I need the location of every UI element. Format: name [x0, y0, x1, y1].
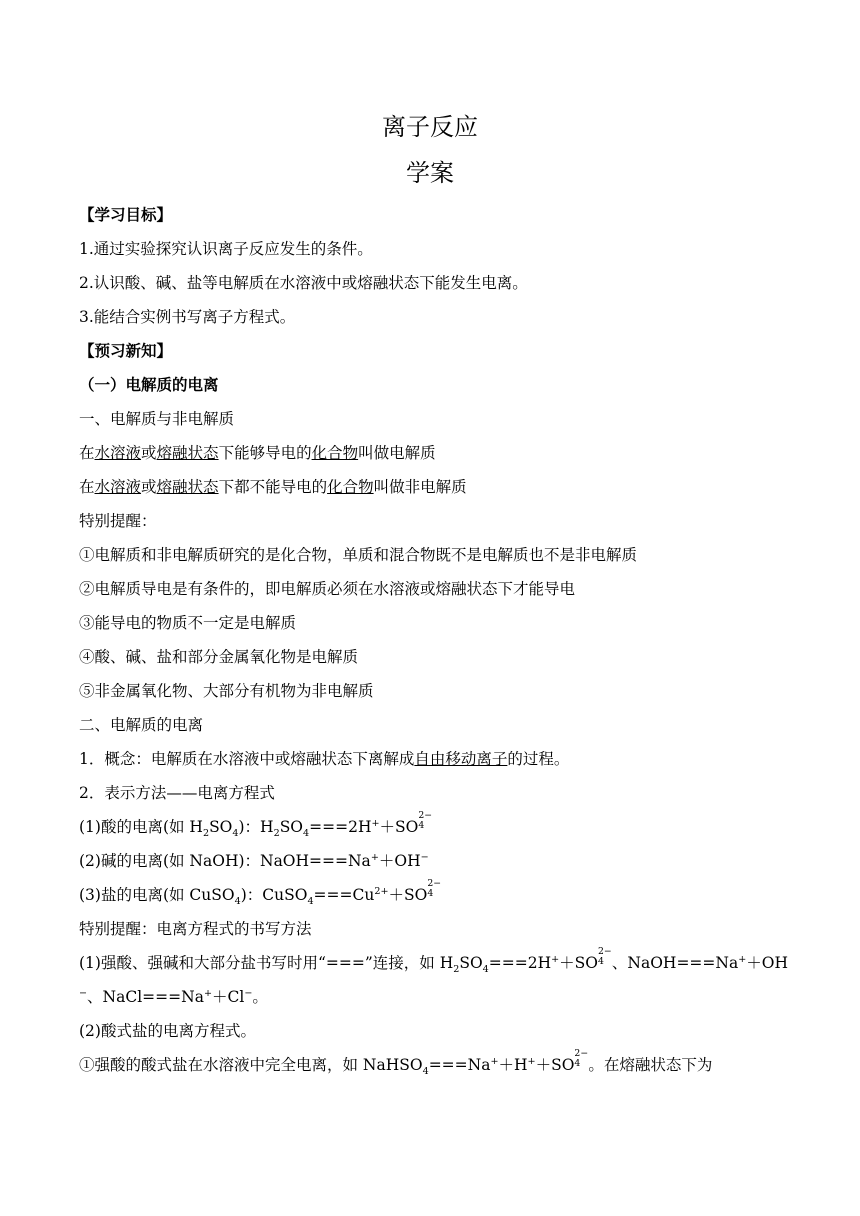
sub1-heading: 一、电解质与非电解质 [79, 410, 235, 428]
def-text: 在 [79, 478, 95, 496]
rule-text: ＋Cl [211, 988, 245, 1006]
eq-subscript: 4 [482, 964, 489, 976]
eq-text: ＋OH [378, 852, 421, 870]
rule-text: 。在熔融状态下为 [588, 1056, 713, 1074]
rule-text: ＋OH [746, 954, 788, 972]
eq-superscript: 2− [574, 1048, 589, 1060]
eq-charge-stack [427, 878, 442, 901]
rule-text: ①强酸的酸式盐在水溶液中完全电离，如 NaHSO [79, 1056, 423, 1074]
eq-text: ===Cu [313, 886, 375, 904]
def-underlined: 化合物 [327, 478, 374, 496]
rule-text: (1)强酸、强碱和大部分盐书写时用“===”连接，如 H [79, 954, 454, 972]
rule-text: ===2H [488, 954, 552, 972]
tip-item: ②电解质导电是有条件的，即电解质必须在水溶液或熔融状态下才能导电 [79, 580, 576, 598]
eq-charge-stack [597, 946, 612, 969]
rule1-continuation [79, 980, 789, 1014]
eq-subscript: 2 [202, 828, 210, 840]
eq-subscript: 4 [418, 819, 425, 831]
eq-subscript: 4 [422, 1066, 429, 1078]
eq-superscript: + [370, 851, 379, 863]
tip-item: ③能导电的物质不一定是电解质 [79, 614, 297, 632]
concept-text: 1．概念：电解质在水溶液中或熔融状态下离解成 [79, 750, 415, 768]
eq-text: (2)碱的电离(如 NaOH)：NaOH===Na [79, 852, 371, 870]
rule-text: ===Na [428, 1056, 491, 1074]
goal-item: 2.认识酸、碱、盐等电解质在水溶液中或熔融状态下能发生电离。 [79, 274, 528, 292]
document-body [79, 198, 789, 1082]
eq-superscript: 2+ [374, 885, 389, 897]
eq-superscript: 2− [418, 810, 433, 822]
eq-subscript: 4 [597, 955, 604, 967]
method-line: 2．表示方法——电离方程式 [79, 784, 275, 802]
eq-superscript: + [490, 1055, 499, 1067]
eq-superscript: − [244, 987, 253, 999]
def-text: 下都不能导电的 [218, 478, 328, 496]
goal-item: 3.能结合实例书写离子方程式。 [79, 308, 296, 326]
def-underlined: 化合物 [311, 444, 359, 462]
eq-subscript: 2 [453, 964, 460, 976]
def-underlined: 熔融状态 [156, 444, 219, 462]
eq-subscript: 4 [303, 828, 310, 840]
tip-item: ①电解质和非电解质研究的是化合物，单质和混合物既不是电解质也不是非电解质 [79, 546, 638, 564]
rule2-line: (2)酸式盐的电离方程式。 [79, 1022, 256, 1040]
eq-superscript: + [371, 817, 380, 829]
eq-superscript: + [551, 953, 560, 965]
eq-text: )：CuSO [240, 886, 308, 904]
eq-subscript: 4 [427, 887, 434, 899]
rule-text: ＋SO [559, 954, 598, 972]
eq-subscript: 4 [574, 1057, 581, 1069]
eq-superscript: + [527, 1055, 536, 1067]
equation-acid [79, 810, 789, 844]
eq-superscript: − [79, 987, 88, 999]
rule-text: 、NaOH===Na [611, 954, 739, 972]
goals-heading: 【学习目标】 [79, 205, 173, 224]
tip2-heading: 特别提醒：电离方程式的书写方法 [79, 920, 312, 938]
eq-superscript: + [203, 987, 212, 999]
def-text: 或 [141, 444, 157, 462]
eq-text: )：H [238, 818, 274, 836]
document-title: 离子反应 [382, 113, 478, 141]
rule2-1-line [79, 1048, 789, 1082]
rule-text: 。 [252, 988, 268, 1006]
eq-text: (1)酸的电离(如 H [79, 818, 203, 836]
eq-text: ＋SO [379, 818, 419, 836]
eq-subscript: 4 [232, 828, 239, 840]
eq-subscript: 2 [273, 828, 280, 840]
rule-text: 、NaCl===Na [87, 988, 204, 1006]
definition-non-electrolyte [79, 470, 789, 504]
part1-heading: （一）电解质的电离 [79, 375, 219, 394]
rule-text: SO [459, 954, 483, 972]
concept-text: 的过程。 [507, 750, 570, 768]
def-text: 叫做电解质 [358, 444, 436, 462]
eq-superscript: − [420, 851, 429, 863]
sub2-heading: 二、电解质的电离 [79, 716, 204, 734]
eq-subscript: 4 [307, 896, 314, 908]
eq-superscript: + [738, 953, 747, 965]
document-subtitle: 学案 [406, 159, 454, 187]
tip-item: ④酸、碱、盐和部分金属氧化物是电解质 [79, 648, 359, 666]
preview-heading: 【预习新知】 [79, 341, 173, 360]
concept-underlined: 自由移动离子 [414, 750, 508, 768]
def-underlined: 水溶液 [94, 444, 142, 462]
def-text: 下能够导电的 [218, 444, 312, 462]
tip-item: ⑤非金属氧化物、大部分有机物为非电解质 [79, 682, 374, 700]
def-text: 叫做非电解质 [373, 478, 467, 496]
eq-text: SO [279, 818, 304, 836]
eq-text: SO [209, 818, 233, 836]
rule1-line [79, 946, 789, 980]
def-text: 或 [141, 478, 157, 496]
concept-line [79, 742, 789, 776]
eq-text: (3)盐的电离(如 CuSO [79, 886, 235, 904]
eq-superscript: 2− [597, 946, 612, 958]
def-underlined: 水溶液 [94, 478, 142, 496]
equation-salt [79, 878, 789, 912]
def-underlined: 熔融状态 [156, 478, 219, 496]
eq-text: ===2H [309, 818, 372, 836]
eq-charge-stack [574, 1048, 589, 1071]
definition-electrolyte [79, 436, 789, 470]
def-text: 在 [79, 444, 95, 462]
eq-superscript: 2− [427, 878, 442, 890]
eq-text: ＋SO [388, 886, 428, 904]
eq-subscript: 4 [234, 896, 241, 908]
tip-heading: 特别提醒： [79, 512, 157, 530]
rule-text: ＋H [498, 1056, 528, 1074]
equation-base [79, 844, 789, 878]
goal-item: 1.通过实验探究认识离子反应发生的条件。 [79, 240, 373, 258]
rule-text: ＋SO [535, 1056, 575, 1074]
eq-charge-stack [418, 810, 433, 833]
